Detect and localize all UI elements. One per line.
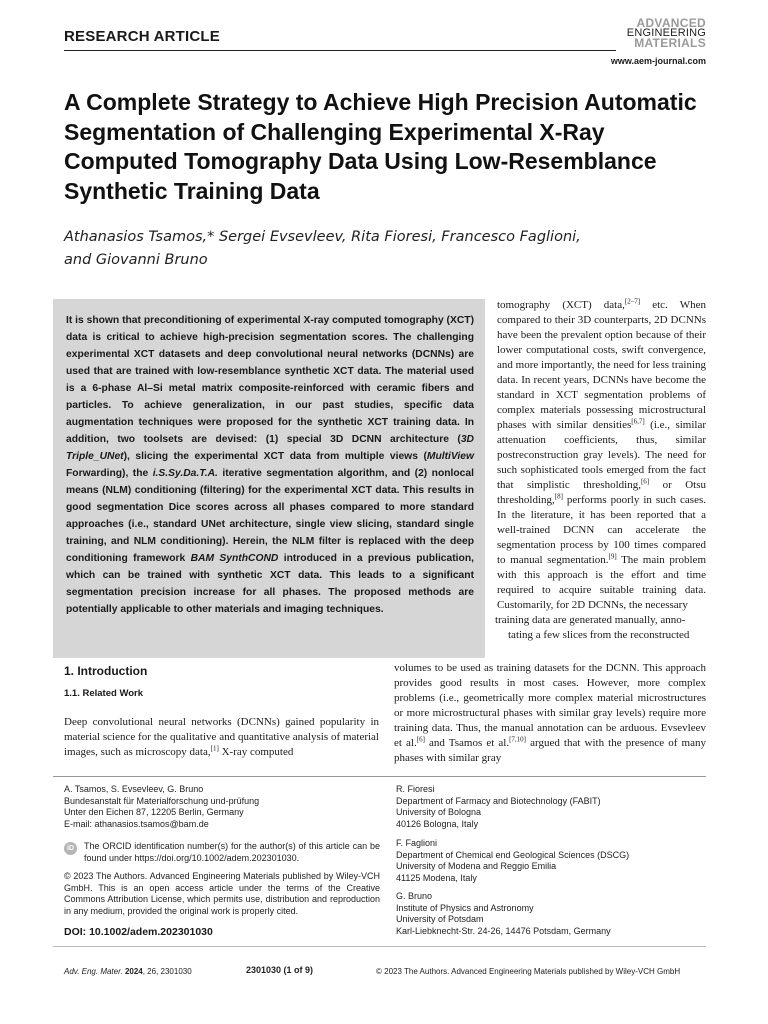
footer-year: 2024 bbox=[124, 967, 143, 976]
body-text: argued that with the presence of many phases with similar gray bbox=[394, 737, 706, 764]
abstract-emphasis: 3D Triple_UNet bbox=[66, 434, 474, 462]
affiliation-line: Bundesanstalt für Materialforschung und-prüfung bbox=[64, 795, 260, 806]
body-text: training data are generated manually, anno- bbox=[495, 614, 686, 626]
footer-journal-abbrev: Adv. Eng. Mater. bbox=[64, 967, 123, 976]
affiliation-line: Unter den Eichen 87, 12205 Berlin, Germany bbox=[64, 807, 244, 817]
header-rule bbox=[64, 50, 616, 51]
body-text: and Tsamos et al. bbox=[424, 737, 510, 749]
affiliation-line: 40126 Bologna, Italy bbox=[396, 818, 479, 829]
citation-ref[interactable]: [6,7] bbox=[631, 417, 645, 426]
right-column-text bbox=[497, 298, 706, 643]
affiliation-potsdam bbox=[396, 891, 706, 937]
abstract-emphasis: BAM SynthCOND bbox=[190, 553, 279, 564]
affiliation-line: Department of Chemical end Geological Sciences (DSCG) bbox=[396, 849, 630, 860]
body-text: tating a few slices from the reconstructed bbox=[508, 629, 690, 641]
orcid-icon[interactable]: iD bbox=[64, 842, 77, 855]
section-label: RESEARCH ARTICLE bbox=[64, 28, 220, 45]
affiliation-line: Institute of Physics and Astronomy bbox=[396, 902, 534, 913]
affiliation-bam bbox=[64, 784, 384, 830]
copyright-note: © 2023 The Authors. Advanced Engineering Materials published by Wiley-VCH GmbH. This is an open access article under the terms of the Creative Commons Attribution License, which permits use, distribution and reproduction in any medium, provided the original work is properly cited. bbox=[64, 871, 380, 916]
body-text: performs poorly in such cases. In the literature, it has been reported that a well-trained DCNN can accelerate the segmentation process by 100 times compared to manual segmentation. bbox=[497, 494, 706, 566]
affiliation-line: 41125 Modena, Italy bbox=[396, 872, 477, 883]
abstract-emphasis: i.S.Sy.Da.T.A. bbox=[152, 468, 218, 479]
body-text: X-ray computed bbox=[218, 746, 294, 758]
journal-logo-line1: ADVANCED bbox=[636, 16, 706, 30]
citation-ref[interactable]: [2–7] bbox=[624, 297, 641, 306]
doi-link[interactable]: DOI: 10.1002/adem.202301030 bbox=[64, 926, 213, 938]
journal-logo-line2: ENGINEERING bbox=[626, 27, 706, 39]
abstract-part: ), slicing the experimental XCT data from multiple views ( bbox=[123, 451, 427, 462]
affiliation-line: Karl-Liebknecht-Str. 24-26, 14476 Potsdam, Germany bbox=[396, 925, 611, 936]
journal-logo-line3: MATERIALS bbox=[634, 36, 706, 50]
body-text: Deep convolutional neural networks (DCNNs) gained popularity in material science for the qualitative and quantitative analysis of material images, such as microscopy data, bbox=[64, 716, 379, 758]
journal-logo[interactable] bbox=[616, 18, 706, 48]
article-title: A Complete Strategy to Achieve High Precision Automatic Segmentation of Challenging Experimental X-Ray Computed Tomography Data Using Low-Resemblance Synthetic Training Data bbox=[64, 89, 697, 204]
corresponding-email-link[interactable]: E-mail: athanasios.tsamos@bam.de bbox=[64, 818, 209, 829]
authors-line-1: Athanasios Tsamos,* Sergei Evsevleev, Rita Fioresi, Francesco Faglioni, bbox=[64, 229, 581, 245]
body-text: The main problem with this approach is the effort and time required to acquire suitable training data. Customarily, for 2D DCNNs, the necessary bbox=[497, 554, 706, 611]
citation-ref[interactable]: [9] bbox=[608, 552, 617, 561]
affiliation-line: A. Tsamos, S. Evsevleev, G. Bruno bbox=[64, 784, 204, 794]
affiliation-line: University of Bologna bbox=[396, 807, 482, 817]
author-list bbox=[64, 226, 664, 272]
right-column-taper bbox=[497, 613, 706, 643]
affiliation-line: R. Fioresi bbox=[396, 784, 435, 794]
footer-page-number: 2301030 (1 of 9) bbox=[246, 965, 314, 975]
authors-line-2: and Giovanni Bruno bbox=[64, 252, 208, 268]
footer-citation bbox=[64, 967, 192, 976]
abstract-part: It is shown that preconditioning of experimental X-ray computed tomography (XCT) data is critical to achieve high-precision segmentation scores. The challenging experimental XCT datasets and deep convolutional neural networks (DCNNs) are used that are trained with low-resemblance synthetic XCT data. The material used is a 6-phase Al–Si metal matrix composite-reinforced with ceramic fibers and particles. To achieve generalization, in our past studies, specific data augmentation techniques were proposed for the synthetic XCT training data. In addition, two toolsets are devised: (1) special 3D DCNN architecture ( bbox=[66, 315, 474, 445]
body-text: volumes to be used as training datasets for the DCNN. This approach provides good results in most cases. However, more complex problems (i.e., geometrically more complex material microstructures or more microstructural phases with similar gray levels) require more training data. Thus, the manual annotation can be arduous. Evsevleev et al. bbox=[394, 662, 706, 749]
affiliation-line: University of Modena and Reggio Emilia bbox=[396, 861, 557, 871]
abstract-part: iterative segmentation algorithm, and (2) nonlocal means (NLM) conditioning (filtering) for the experimental XCT data. This results in good segmentation Dice scores across all phases compared to more standard approaches (i.e., standard UNet architecture, single view slicing, standard single training, and NLM conditioning). Herein, the NLM filter is replaced with the deep conditioning framework bbox=[66, 468, 474, 564]
affiliation-line: University of Potsdam bbox=[396, 914, 484, 924]
citation-ref[interactable]: [6] bbox=[416, 735, 425, 744]
affiliation-line: F. Faglioni bbox=[396, 838, 438, 848]
citation-ref[interactable]: [7,10] bbox=[509, 735, 526, 744]
citation-ref[interactable]: [6] bbox=[640, 477, 650, 486]
footer-publisher: © 2023 The Authors. Advanced Engineering Materials published by Wiley-VCH GmbH bbox=[376, 967, 681, 976]
footer-rule bbox=[53, 946, 706, 947]
right-column-paragraph bbox=[497, 298, 706, 613]
body-text: etc. When compared to their 3D counterparts, 2D DCNNs have been the prevalent option because of their lower computational costs, swift convergence, and more importantly, the need for less training data. In recent years, DCNNs have become the standard in XCT segmentation problems of complex materials possessing microstructural phases with similar densities bbox=[497, 299, 706, 431]
abstract-part: introduced in a previous publication, which can be trained with synthetic XCT data. This leads to a significant segmentation precision increase for all phases. The proposed methods are potentially applicable to other materials and imaging techniques. bbox=[66, 553, 474, 615]
affiliation-line: Department of Farmacy and Biotechnology (FABIT) bbox=[396, 795, 601, 806]
abstract-part: Forwarding), the bbox=[66, 468, 153, 479]
abstract-text bbox=[66, 312, 474, 618]
introduction-mid-text bbox=[394, 661, 706, 766]
subsection-heading-related-work: 1.1. Related Work bbox=[64, 688, 144, 699]
footer-volume: , 26, 2301030 bbox=[142, 967, 192, 976]
body-text: (i.e., similar attenuation coefficients, thus, similar postreconstruction gray levels). The need for such sophisticated tools emerged from the fact that simplistic thresholding, bbox=[497, 419, 706, 491]
affiliation-modena bbox=[396, 838, 706, 884]
affiliation-divider bbox=[53, 776, 706, 777]
affiliation-bologna bbox=[396, 784, 706, 830]
citation-ref[interactable]: [8] bbox=[554, 492, 563, 501]
body-text: tomography (XCT) data, bbox=[497, 299, 625, 311]
section-heading-introduction: 1. Introduction bbox=[64, 664, 148, 678]
abstract-emphasis: MultiView bbox=[426, 451, 474, 462]
journal-url-link[interactable]: www.aem-journal.com bbox=[610, 56, 706, 66]
affiliation-line: G. Bruno bbox=[396, 891, 433, 901]
introduction-left-text bbox=[64, 715, 379, 760]
body-text: or Otsu thresholding, bbox=[497, 479, 706, 506]
citation-ref[interactable]: [1] bbox=[210, 744, 219, 753]
orcid-note: The ORCID identification number(s) for the author(s) of this article can be found under https://doi.org/10.1002/adem.202301030. bbox=[84, 841, 380, 863]
